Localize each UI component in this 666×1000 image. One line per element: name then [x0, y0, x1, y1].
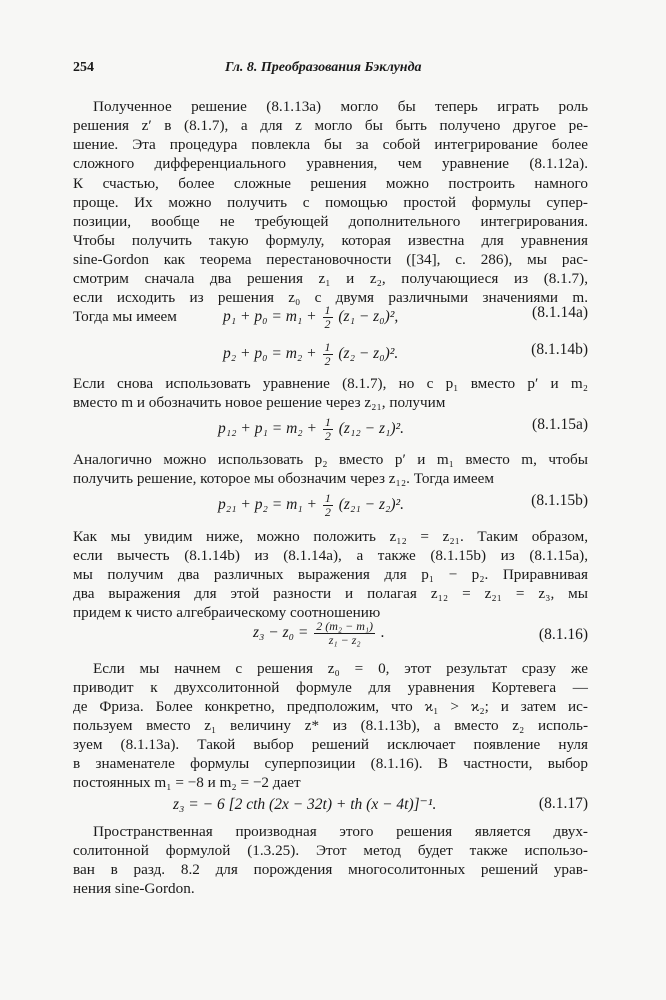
fraction — [323, 341, 333, 368]
text-line: смотрим сначала два решения z₁ и z₂, получающиеся из (8.1.7), — [73, 270, 588, 287]
fraction — [323, 492, 333, 519]
page-number: 254 — [73, 60, 94, 75]
text-line: солитонной формулой (1.3.25). Этот метод будет также использо- — [73, 842, 588, 859]
text-line: постоянных m₁ = −8 и m₂ = −2 дает — [73, 774, 301, 791]
formula — [223, 341, 398, 368]
text-line: вместо m и обозначить новое решение через z₂₁, получим — [73, 394, 446, 411]
fraction — [314, 620, 375, 647]
text-line: если вычесть (8.1.14b) из (8.1.14а), а также (8.1.15b) из (8.1.15а), — [73, 547, 588, 564]
text-line: два выражения для этой разности и полагая z₁₂ = z₂₁ = z₃, мы — [73, 585, 588, 602]
fraction-denominator: 2 — [324, 317, 331, 331]
formula — [253, 620, 385, 647]
formula-lhs: p₁ + p₀ = m₁ + — [223, 308, 321, 326]
text-line: Тогда мы имеем — [73, 308, 177, 325]
fraction — [323, 304, 333, 331]
text-line: де Фриза. Более конкретно, предположим, что ϰ₁ > ϰ₂; и затем ис- — [73, 698, 588, 715]
text-line: зуем (8.1.13а). Такой выбор решений исключает появление нуля — [73, 736, 588, 753]
formula — [223, 304, 398, 331]
fraction-numerator: 1 — [324, 415, 331, 429]
equation-8-1-17 — [73, 791, 588, 821]
formula-lhs: p₂ + p₀ = m₂ + — [223, 345, 321, 363]
text-line: придем к чисто алгебраическому соотношению — [73, 604, 381, 621]
fraction-denominator: z₁ − z₂ — [328, 633, 361, 647]
text-line: Если снова использовать уравнение (8.1.7), но с p₁ вместо p′ и m₂ — [73, 375, 588, 392]
text-line: в знаменателе формулы суперпозиции (8.1.16). В частности, выбор — [73, 755, 588, 772]
fraction-denominator: 2 — [324, 354, 331, 368]
formula-lhs: p₁₂ + p₁ = m₂ + — [218, 420, 321, 438]
text-line: К счастью, более сложные решения можно построить намного — [73, 175, 588, 192]
fraction-numerator: 1 — [324, 303, 331, 317]
text-line: шение. Эта процедура повлекла бы за собой интегрирование более — [73, 136, 588, 153]
running-title: Гл. 8. Преобразования Бэклунда — [225, 60, 422, 75]
fraction — [323, 416, 333, 443]
text-line: Пространственная производная этого решения является двух- — [93, 823, 588, 840]
text-line: позиции, вообще не требующей дополнительного интегрирования. — [73, 213, 588, 230]
formula-rhs: (z₁₂ − z₁)². — [334, 420, 405, 438]
text-line: сложного дифференциального уравнения, чем уравнение (8.1.12а). — [73, 155, 588, 172]
equation-number: (8.1.14a) — [532, 304, 588, 321]
formula-rhs: . — [377, 624, 385, 642]
equation-number: (8.1.16) — [538, 626, 588, 643]
running-header — [73, 60, 588, 82]
equation-8-1-14a — [73, 300, 588, 330]
fraction-denominator: 2 — [324, 429, 331, 443]
equation-number: (8.1.14b) — [531, 341, 588, 358]
text-line: решения z′ в (8.1.7), а для z могло бы быть получено другое ре- — [73, 117, 588, 134]
fraction-numerator: 2 (m₂ − m₁) — [316, 619, 374, 633]
formula-rhs: (z₂ − z₀)². — [334, 345, 399, 363]
text-line: sine-Gordon как теорема перестановочности ([34], с. 286), мы рас- — [73, 251, 588, 268]
text-line: Полученное решение (8.1.13а) могло бы теперь играть роль — [93, 98, 588, 115]
text-line: если исходить из решения z₀ с двумя различными значениями m. — [73, 289, 588, 306]
formula-lhs: p₂₁ + p₂ = m₁ + — [218, 496, 321, 514]
equation-number: (8.1.15a) — [532, 416, 588, 433]
text-line: Аналогично можно использовать p₂ вместо p′ и m₁ вместо m, чтобы — [73, 451, 588, 468]
equation-number: (8.1.17) — [538, 795, 588, 812]
formula: z₃ = − 6 [2 cth (2x − 32t) + th (x − 4t)]⁻¹. — [173, 796, 437, 813]
text-line: Чтобы получить такую формулу, которая известна для уравнения — [73, 232, 588, 249]
equation-8-1-15a — [73, 412, 588, 442]
text-line: получить решение, которое мы обозначим через z₁₂. Тогда имеем — [73, 470, 494, 487]
formula-lhs: z₃ − z₀ = — [253, 624, 313, 642]
fraction-numerator: 1 — [324, 491, 331, 505]
text-line: Если мы начнем с решения z₀ = 0, этот результат сразу же — [93, 660, 588, 677]
equation-number: (8.1.15b) — [531, 492, 588, 509]
text-line: Как мы увидим ниже, можно положить z₁₂ = z₂₁. Таким образом, — [73, 528, 588, 545]
equation-8-1-15b — [73, 488, 588, 518]
text-line: проще. Их можно получить с помощью простой формулы супер- — [73, 194, 588, 211]
equation-8-1-16 — [73, 616, 588, 652]
fraction-numerator: 1 — [324, 340, 331, 354]
text-line: пользуем вместо z₁ величину z* из (8.1.13b), а вместо z₂ исполь- — [73, 717, 588, 734]
equation-8-1-14b — [73, 337, 588, 367]
text-line: ван в разд. 8.2 для порождения многосолитонных решений урав- — [73, 861, 588, 878]
formula-rhs: (z₂₁ − z₂)². — [334, 496, 405, 514]
formula-rhs: (z₁ − z₀)², — [334, 308, 399, 326]
fraction-denominator: 2 — [324, 505, 331, 519]
formula — [218, 416, 404, 443]
text-line: нения sine-Gordon. — [73, 880, 195, 897]
text-line: мы получим два различных выражения для p₁ − p₂. Приравнивая — [73, 566, 588, 583]
formula — [218, 492, 404, 519]
text-line: приводит к двухсолитонной формуле для уравнения Кортевега — — [73, 679, 588, 696]
